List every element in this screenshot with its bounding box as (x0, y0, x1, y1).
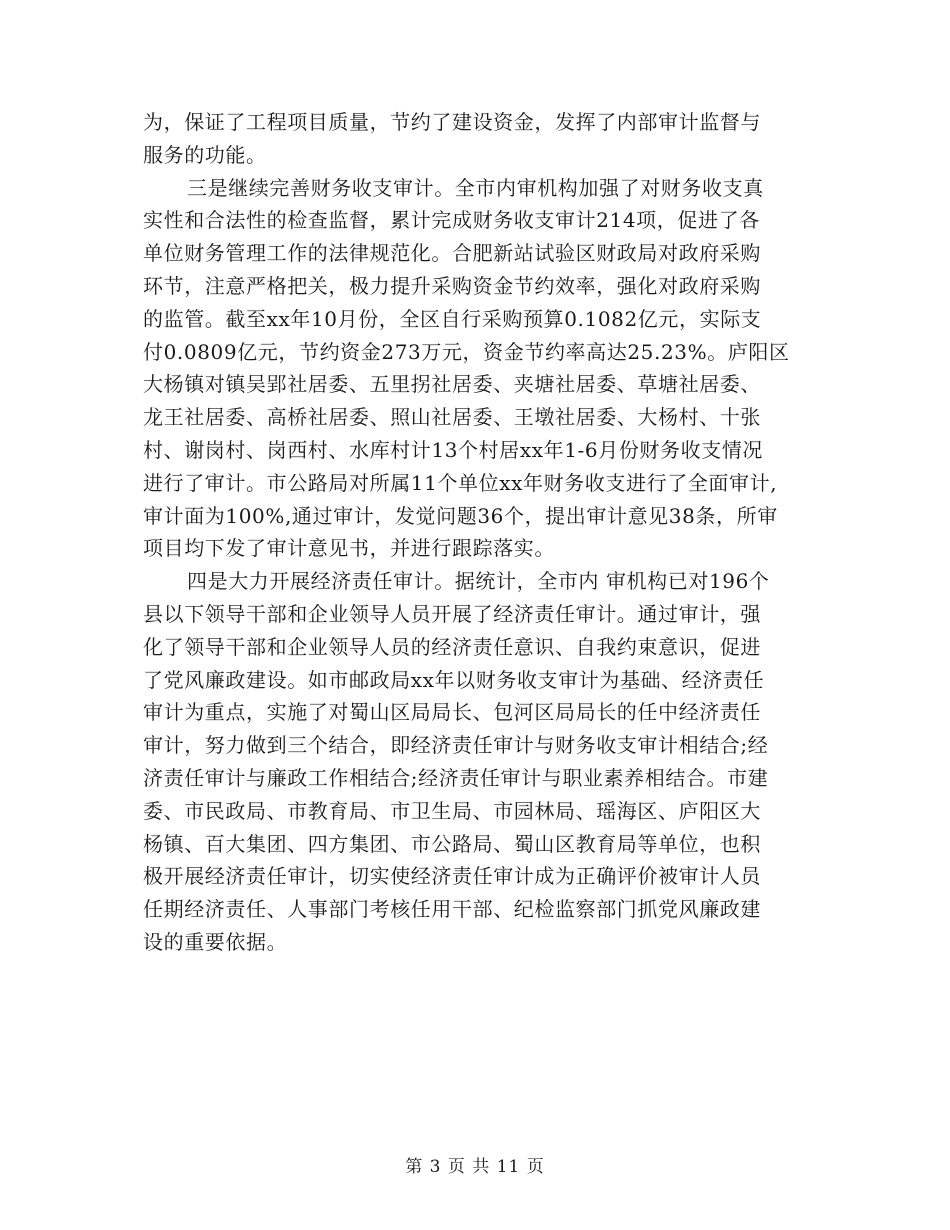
text-line: 审计，努力做到三个结合，即经济责任审计与财务收支审计相结合;经 (143, 733, 769, 758)
page-number-footer: 第 3 页 共 11 页 (405, 1157, 545, 1177)
text-line: 付0.0809亿元，节约资金273万元，资金节约率高达25.23%。庐阳区 (143, 339, 790, 364)
text-line: 县以下领导干部和企业领导人员开展了经济责任审计。通过审计，强 (143, 601, 761, 626)
text-line: 审计为重点，实施了对蜀山区局局长、包河区局局长的任中经济责任 (143, 700, 761, 725)
text-line: 实性和合法性的检查监督，累计完成财务收支审计214项，促进了各 (143, 208, 760, 233)
text-line: 审计面为100%,通过审计，发觉问题36个，提出审计意见38条，所审 (143, 503, 778, 528)
text-line: 的监管。截至xx年10月份，全区自行采购预算0.1082亿元，实际支 (143, 306, 762, 331)
text-line: 化了领导干部和企业领导人员的经济责任意识、自我约束意识，促进 (143, 634, 761, 659)
text-line: 龙王社居委、高桥社居委、照山社居委、王墩社居委、大杨村、十张 (143, 405, 761, 430)
text-line: 服务的功能。 (143, 142, 267, 167)
text-line: 杨镇、百大集团、四方集团、市公路局、蜀山区教育局等单位，也积 (143, 831, 761, 856)
text-line: 大杨镇对镇吴郢社居委、五里拐社居委、夹塘社居委、草塘社居委、 (143, 372, 761, 397)
document-body (143, 106, 823, 959)
paragraph-start-line: 三是继续完善财务收支审计。全市内审机构加强了对财务收支真 (187, 175, 764, 200)
text-line: 济责任审计与廉政工作相结合;经济责任审计与职业素养相结合。市建 (143, 765, 769, 790)
paragraph-start-line: 四是大力开展经济责任审计。据统计，全市内 审机构已对196个 (187, 569, 770, 594)
text-line: 环节，注意严格把关，极力提升采购资金节约效率，强化对政府采购 (143, 273, 761, 298)
text-line: 极开展经济责任审计，切实使经济责任审计成为正确评价被审计人员 (143, 864, 761, 889)
text-line: 设的重要依据。 (143, 929, 288, 954)
text-line: 进行了审计。市公路局对所属11个单位xx年财务收支进行了全面审计, (143, 470, 778, 495)
text-line: 任期经济责任、人事部门考核任用干部、纪检监察部门抓党风廉政建 (143, 897, 761, 922)
text-line: 单位财务管理工作的法律规范化。合肥新站试验区财政局对政府采购 (143, 241, 761, 266)
text-line: 村、谢岗村、岗西村、水库村计13个村居xx年1-6月份财务收支情况 (143, 437, 764, 462)
text-line: 项目均下发了审计意见书，并进行跟踪落实。 (143, 536, 555, 561)
text-line: 为，保证了工程项目质量，节约了建设资金，发挥了内部审计监督与 (143, 110, 761, 134)
text-line: 委、市民政局、市教育局、市卫生局、市园林局、瑶海区、庐阳区大 (143, 798, 761, 823)
text-line: 了党风廉政建设。如市邮政局xx年以财务收支审计为基础、经济责任 (143, 667, 765, 692)
